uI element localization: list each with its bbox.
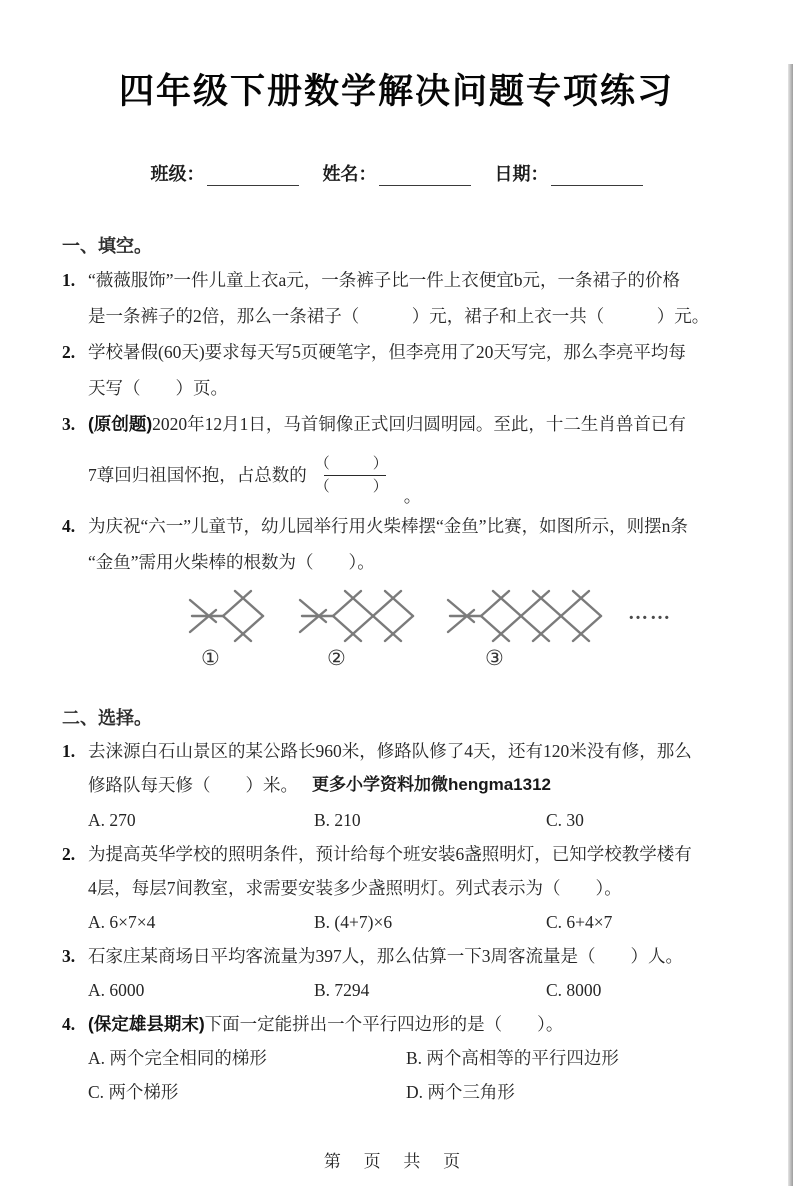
question-line: 学校暑假(60天)要求每天写5页硬笔字，但李亮用了20天写完，那么李亮平均每	[88, 342, 686, 362]
question-line: 天写（ ）页。	[88, 378, 228, 398]
question-source-tag: (保定雄县期末)	[88, 1014, 205, 1034]
figure-label-1: ①	[201, 646, 220, 670]
question-line: 为提高英华学校的照明条件，预计给每个班安装6盏照明灯，已知学校教学楼有	[88, 844, 692, 864]
fill-question-2	[62, 334, 769, 406]
fill-section-heading: 一、填空。	[62, 236, 152, 256]
question-line-with-fraction: 7尊回归祖国怀抱，占总数的 $\frac{( )}{( )}$ 。	[88, 455, 422, 506]
choice-question-4	[62, 1007, 769, 1041]
class-field	[151, 160, 299, 186]
choice-1-options	[88, 803, 769, 837]
question-text	[88, 334, 769, 406]
question-line: “薇薇服饰”一件儿童上衣a元，一条裤子比一件上衣便宜b元，一条裙子的价格	[88, 270, 681, 290]
page-footer: 第 页 共 页	[323, 1152, 470, 1171]
section-fill-in	[0, 232, 793, 688]
question-text	[88, 508, 769, 580]
class-blank-line	[207, 165, 299, 186]
matchstick-fish-figure	[0, 584, 793, 688]
question-text	[88, 1007, 769, 1041]
figure-label-3: ③	[485, 646, 504, 670]
choice-question-2	[62, 837, 769, 905]
question-line: (原创题)2020年12月1日，马首铜像正式回归圆明园。至此，十二生肖兽首已有	[88, 414, 686, 434]
question-number: 3.	[62, 946, 76, 966]
question-number: 4.	[62, 516, 76, 536]
fraction-blank	[309, 455, 402, 496]
fraction-denominator: （ ）	[314, 478, 402, 495]
fraction-numerator: （ ）	[314, 455, 402, 472]
date-label: 日期：	[494, 164, 549, 184]
question-line: 4层，每层7间教室，求需要安装多少盏照明灯。列式表示为（ ）。	[88, 878, 622, 898]
question-number: 2.	[62, 844, 76, 864]
question-line: “金鱼”需用火柴棒的根数为（ ）。	[88, 552, 375, 572]
ellipsis-dots: ……	[628, 602, 672, 624]
fill-question-3	[62, 406, 769, 508]
question-text	[88, 734, 769, 803]
question-line: 是一条裤子的2倍，那么一条裙子（ ）元，裙子和上衣一共（ ）元。	[88, 306, 710, 326]
question-source-tag: (原创题)	[88, 414, 153, 434]
question-text	[88, 406, 769, 508]
question-line: 去涞源白石山景区的某公路长960米，修路队修了4天，还有120米没有修，那么	[88, 741, 692, 761]
option-c: C. 30	[546, 810, 584, 830]
question-line: 为庆祝“六一”儿童节，幼儿园举行用火柴棒摆“金鱼”比赛，如图所示，则摆n条	[88, 516, 688, 536]
choice-4-options-row-1	[88, 1041, 769, 1075]
fill-question-4	[62, 508, 769, 580]
fraction-bar	[324, 475, 386, 476]
fill-question-1	[62, 262, 769, 334]
option-a: A. 两个完全相同的梯形	[88, 1048, 267, 1068]
name-field	[323, 160, 471, 186]
choice-4-options-row-2	[88, 1075, 769, 1109]
fish-figure-2	[298, 588, 416, 644]
question-number: 1.	[62, 741, 76, 761]
date-field	[495, 160, 643, 186]
question-text	[88, 939, 769, 973]
option-c: C. 两个梯形	[88, 1082, 179, 1102]
question-number: 1.	[62, 270, 76, 290]
question-number: 4.	[62, 1014, 76, 1034]
option-c: C. 8000	[546, 980, 602, 1000]
question-text	[88, 837, 769, 905]
option-b: B. (4+7)×6	[314, 912, 393, 932]
question-line: 修路队每天修（ ）米。 更多小学资料加微hengma1312	[88, 775, 551, 795]
question-text	[88, 262, 769, 334]
choice-2-options	[88, 905, 769, 939]
figure-label-2: ②	[327, 646, 346, 670]
option-a: A. 6×7×4	[88, 912, 156, 932]
name-label: 姓名：	[322, 164, 377, 184]
fish-figure-3	[446, 588, 604, 644]
option-a: A. 6000	[88, 980, 145, 1000]
choice-question-1	[62, 734, 769, 803]
name-blank-line	[379, 165, 471, 186]
question-line: 石家庄某商场日平均客流量为397人，那么估算一下3周客流量是（ ）人。	[88, 946, 683, 966]
header-fields	[0, 160, 793, 186]
question-line: (保定雄县期末)下面一定能拼出一个平行四边形的是（ ）。	[88, 1014, 564, 1034]
option-c: C. 6+4×7	[546, 912, 613, 932]
date-blank-line	[551, 165, 643, 186]
option-b: B. 两个高相等的平行四边形	[406, 1048, 619, 1068]
fish-figure-1	[188, 588, 266, 644]
choice-question-3	[62, 939, 769, 973]
choice-section-heading: 二、选择。	[62, 708, 152, 728]
option-a: A. 270	[88, 810, 136, 830]
option-b: B. 7294	[314, 980, 370, 1000]
option-d: D. 两个三角形	[406, 1082, 515, 1102]
question-number: 3.	[62, 414, 76, 434]
question-number: 2.	[62, 342, 76, 362]
class-label: 班级：	[150, 164, 205, 184]
option-b: B. 210	[314, 810, 361, 830]
watermark-text: 更多小学资料加微hengma1312	[312, 775, 551, 794]
section-choice	[0, 704, 793, 1109]
page-title: 四年级下册数学解决问题专项练习	[118, 72, 674, 111]
choice-3-options	[88, 973, 769, 1007]
